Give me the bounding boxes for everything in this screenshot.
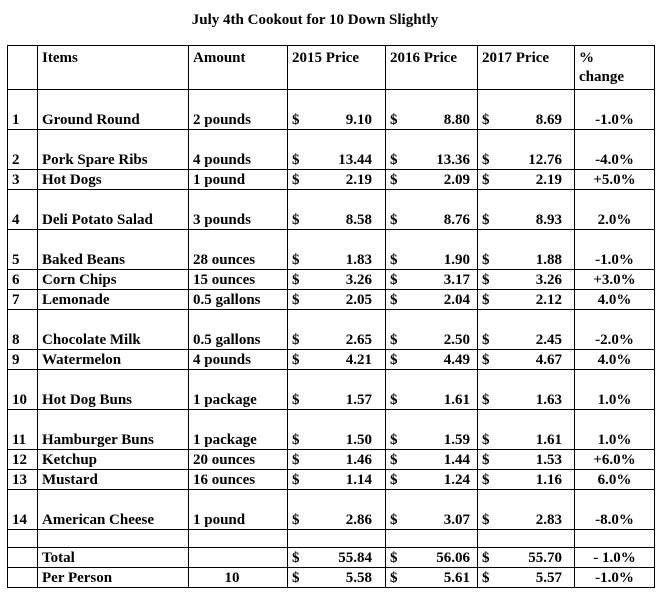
row-number: 10: [8, 370, 38, 410]
price-value: 2.12: [535, 292, 562, 308]
price-2016: [386, 230, 478, 270]
percent-change: 4.0%: [575, 350, 655, 370]
item-name: Chocolate Milk: [38, 310, 189, 350]
currency-symbol: $: [482, 152, 490, 168]
price-value: 55.84: [338, 550, 372, 566]
table-row: [8, 170, 655, 190]
price-2015: [288, 470, 386, 490]
price-2017: [478, 450, 575, 470]
price-value: 4.67: [535, 352, 562, 368]
table-row: [8, 470, 655, 490]
item-amount: 28 ounces: [189, 230, 288, 270]
empty-cell: [8, 530, 38, 548]
currency-symbol: $: [390, 152, 398, 168]
header-items: Items: [38, 46, 189, 90]
price-2016: [386, 450, 478, 470]
price-value: 8.80: [443, 112, 470, 128]
currency-symbol: $: [390, 550, 398, 566]
price-2015: [288, 370, 386, 410]
table-row: [8, 190, 655, 230]
currency-symbol: $: [482, 172, 490, 188]
row-number: 1: [8, 90, 38, 130]
price-2017: [478, 190, 575, 230]
price-2016: [386, 290, 478, 310]
percent-change: -1.0%: [575, 568, 655, 588]
header-2016-price: 2016 Price: [386, 46, 478, 90]
currency-symbol: $: [482, 352, 490, 368]
row-number: 13: [8, 470, 38, 490]
table-row: [8, 290, 655, 310]
table-row: [8, 90, 655, 130]
spacer-row: [8, 530, 655, 548]
item-amount: 1 package: [189, 370, 288, 410]
summary-amount: [189, 548, 288, 568]
price-2017: [478, 90, 575, 130]
price-value: 4.21: [345, 352, 372, 368]
price-value: 5.58: [345, 570, 372, 586]
price-2015: [288, 548, 386, 568]
row-number: 2: [8, 130, 38, 170]
currency-symbol: $: [482, 292, 490, 308]
price-2017: [478, 230, 575, 270]
currency-symbol: $: [482, 112, 490, 128]
currency-symbol: $: [390, 570, 398, 586]
price-value: 1.14: [345, 472, 372, 488]
empty-cell: [288, 530, 386, 548]
price-2016: [386, 568, 478, 588]
price-value: 1.88: [535, 252, 562, 268]
price-value: 2.05: [345, 292, 372, 308]
percent-change: - 1.0%: [575, 548, 655, 568]
table-row: [8, 450, 655, 470]
price-2016: [386, 470, 478, 490]
currency-symbol: $: [482, 212, 490, 228]
currency-symbol: $: [292, 212, 300, 228]
header-change-line1: %: [579, 50, 594, 66]
price-2016: [386, 130, 478, 170]
price-value: 8.58: [345, 212, 372, 228]
item-name: Deli Potato Salad: [38, 190, 189, 230]
item-amount: 15 ounces: [189, 270, 288, 290]
price-value: 8.76: [443, 212, 470, 228]
price-value: 1.61: [535, 432, 562, 448]
row-number: [8, 548, 38, 568]
price-value: 1.44: [443, 452, 470, 468]
percent-change: 1.0%: [575, 370, 655, 410]
price-2016: [386, 90, 478, 130]
currency-symbol: $: [292, 570, 300, 586]
empty-cell: [575, 530, 655, 548]
currency-symbol: $: [390, 212, 398, 228]
empty-cell: [189, 530, 288, 548]
currency-symbol: $: [390, 352, 398, 368]
price-2015: [288, 410, 386, 450]
item-amount: 20 ounces: [189, 450, 288, 470]
currency-symbol: $: [292, 292, 300, 308]
price-2017: [478, 310, 575, 350]
price-value: 1.50: [345, 432, 372, 448]
price-2015: [288, 350, 386, 370]
price-value: 1.24: [443, 472, 470, 488]
total-row: [8, 548, 655, 568]
price-value: 12.76: [528, 152, 562, 168]
row-number: 9: [8, 350, 38, 370]
currency-symbol: $: [390, 332, 398, 348]
row-number: 11: [8, 410, 38, 450]
price-value: 2.86: [345, 512, 372, 528]
table-row: [8, 310, 655, 350]
price-2015: [288, 450, 386, 470]
currency-symbol: $: [390, 272, 398, 288]
table-row: [8, 130, 655, 170]
price-2016: [386, 190, 478, 230]
price-2016: [386, 410, 478, 450]
price-value: 3.26: [345, 272, 372, 288]
item-amount: 1 pound: [189, 170, 288, 190]
header-2017-price: 2017 Price: [478, 46, 575, 90]
row-number: [8, 568, 38, 588]
table-row: [8, 270, 655, 290]
row-number: 14: [8, 490, 38, 530]
currency-symbol: $: [390, 172, 398, 188]
item-amount: 4 pounds: [189, 130, 288, 170]
price-2015: [288, 290, 386, 310]
price-2016: [386, 170, 478, 190]
currency-symbol: $: [482, 550, 490, 566]
item-amount: 0.5 gallons: [189, 310, 288, 350]
item-amount: 0.5 gallons: [189, 290, 288, 310]
price-2017: [478, 410, 575, 450]
currency-symbol: $: [292, 152, 300, 168]
price-2017: [478, 350, 575, 370]
row-number: 4: [8, 190, 38, 230]
percent-change: +3.0%: [575, 270, 655, 290]
summary-label: Per Person: [38, 568, 189, 588]
currency-symbol: $: [482, 512, 490, 528]
currency-symbol: $: [482, 332, 490, 348]
header-change: [575, 46, 655, 90]
table-row: [8, 490, 655, 530]
price-value: 2.19: [535, 172, 562, 188]
currency-symbol: $: [292, 352, 300, 368]
header-2015-price: 2015 Price: [288, 46, 386, 90]
currency-symbol: $: [482, 252, 490, 268]
price-value: 13.36: [436, 152, 470, 168]
currency-symbol: $: [292, 272, 300, 288]
price-2016: [386, 548, 478, 568]
price-value: 8.69: [535, 112, 562, 128]
summary-label: Total: [38, 548, 189, 568]
price-value: 1.63: [535, 392, 562, 408]
table-row: [8, 410, 655, 450]
price-2017: [478, 270, 575, 290]
currency-symbol: $: [482, 432, 490, 448]
price-2016: [386, 370, 478, 410]
currency-symbol: $: [482, 392, 490, 408]
price-value: 2.83: [535, 512, 562, 528]
percent-change: +5.0%: [575, 170, 655, 190]
header-change-line2: change: [579, 69, 624, 85]
row-number: 7: [8, 290, 38, 310]
price-value: 56.06: [436, 550, 470, 566]
item-name: Ketchup: [38, 450, 189, 470]
price-value: 2.50: [443, 332, 470, 348]
price-value: 1.53: [535, 452, 562, 468]
price-value: 1.61: [443, 392, 470, 408]
price-2016: [386, 270, 478, 290]
currency-symbol: $: [390, 252, 398, 268]
currency-symbol: $: [390, 472, 398, 488]
item-amount: 3 pounds: [189, 190, 288, 230]
currency-symbol: $: [292, 332, 300, 348]
price-value: 2.65: [345, 332, 372, 348]
price-2015: [288, 490, 386, 530]
price-value: 1.46: [345, 452, 372, 468]
price-2015: [288, 190, 386, 230]
price-value: 4.49: [443, 352, 470, 368]
currency-symbol: $: [482, 272, 490, 288]
price-value: 3.07: [443, 512, 470, 528]
price-2017: [478, 170, 575, 190]
item-amount: 2 pounds: [189, 90, 288, 130]
percent-change: 6.0%: [575, 470, 655, 490]
currency-symbol: $: [292, 472, 300, 488]
currency-symbol: $: [292, 512, 300, 528]
item-name: Hamburger Buns: [38, 410, 189, 450]
currency-symbol: $: [390, 112, 398, 128]
item-name: Watermelon: [38, 350, 189, 370]
price-2016: [386, 490, 478, 530]
price-value: 5.61: [443, 570, 470, 586]
header-amount: Amount: [189, 46, 288, 90]
currency-symbol: $: [292, 452, 300, 468]
price-2015: [288, 270, 386, 290]
percent-change: -8.0%: [575, 490, 655, 530]
price-2017: [478, 490, 575, 530]
price-2017: [478, 568, 575, 588]
price-value: 55.70: [528, 550, 562, 566]
summary-amount: 10: [189, 568, 288, 588]
price-value: 1.59: [443, 432, 470, 448]
table-row: [8, 230, 655, 270]
row-number: 8: [8, 310, 38, 350]
currency-symbol: $: [390, 432, 398, 448]
price-value: 1.83: [345, 252, 372, 268]
item-name: Lemonade: [38, 290, 189, 310]
price-value: 8.93: [535, 212, 562, 228]
currency-symbol: $: [292, 112, 300, 128]
percent-change: 4.0%: [575, 290, 655, 310]
price-2017: [478, 130, 575, 170]
price-value: 13.44: [338, 152, 372, 168]
percent-change: 2.0%: [575, 190, 655, 230]
price-value: 3.26: [535, 272, 562, 288]
item-name: Mustard: [38, 470, 189, 490]
header-row: [8, 46, 655, 90]
price-2015: [288, 170, 386, 190]
price-2015: [288, 230, 386, 270]
row-number: 5: [8, 230, 38, 270]
price-2015: [288, 310, 386, 350]
price-value: 2.19: [345, 172, 372, 188]
price-value: 1.57: [345, 392, 372, 408]
currency-symbol: $: [390, 292, 398, 308]
page-title: July 4th Cookout for 10 Down Slightly: [191, 12, 439, 28]
price-2017: [478, 548, 575, 568]
currency-symbol: $: [292, 172, 300, 188]
price-value: 9.10: [345, 112, 372, 128]
empty-cell: [38, 530, 189, 548]
price-2017: [478, 470, 575, 490]
item-amount: 1 pound: [189, 490, 288, 530]
table-row: [8, 370, 655, 410]
percent-change: -1.0%: [575, 230, 655, 270]
table-row: [8, 350, 655, 370]
currency-symbol: $: [390, 512, 398, 528]
item-name: Ground Round: [38, 90, 189, 130]
empty-cell: [478, 530, 575, 548]
header-num: [8, 46, 38, 90]
price-value: 2.09: [443, 172, 470, 188]
currency-symbol: $: [292, 252, 300, 268]
item-name: Hot Dogs: [38, 170, 189, 190]
item-name: Hot Dog Buns: [38, 370, 189, 410]
item-name: American Cheese: [38, 490, 189, 530]
price-2015: [288, 130, 386, 170]
currency-symbol: $: [482, 452, 490, 468]
row-number: 12: [8, 450, 38, 470]
price-2017: [478, 290, 575, 310]
currency-symbol: $: [482, 570, 490, 586]
item-amount: 4 pounds: [189, 350, 288, 370]
row-number: 6: [8, 270, 38, 290]
price-2015: [288, 90, 386, 130]
item-amount: 1 package: [189, 410, 288, 450]
item-name: Baked Beans: [38, 230, 189, 270]
percent-change: -1.0%: [575, 90, 655, 130]
price-value: 2.45: [535, 332, 562, 348]
price-value: 1.90: [443, 252, 470, 268]
price-2017: [478, 370, 575, 410]
currency-symbol: $: [390, 392, 398, 408]
cookout-price-table: [7, 45, 655, 588]
price-2016: [386, 350, 478, 370]
currency-symbol: $: [482, 472, 490, 488]
item-name: Corn Chips: [38, 270, 189, 290]
item-amount: 16 ounces: [189, 470, 288, 490]
price-value: 1.16: [535, 472, 562, 488]
price-value: 2.04: [443, 292, 470, 308]
price-2015: [288, 568, 386, 588]
currency-symbol: $: [390, 452, 398, 468]
percent-change: +6.0%: [575, 450, 655, 470]
item-name: Pork Spare Ribs: [38, 130, 189, 170]
currency-symbol: $: [292, 392, 300, 408]
price-value: 3.17: [443, 272, 470, 288]
empty-cell: [386, 530, 478, 548]
currency-symbol: $: [292, 550, 300, 566]
percent-change: -4.0%: [575, 130, 655, 170]
currency-symbol: $: [292, 432, 300, 448]
price-value: 5.57: [535, 570, 562, 586]
row-number: 3: [8, 170, 38, 190]
price-2016: [386, 310, 478, 350]
percent-change: -2.0%: [575, 310, 655, 350]
percent-change: 1.0%: [575, 410, 655, 450]
per-person-row: [8, 568, 655, 588]
